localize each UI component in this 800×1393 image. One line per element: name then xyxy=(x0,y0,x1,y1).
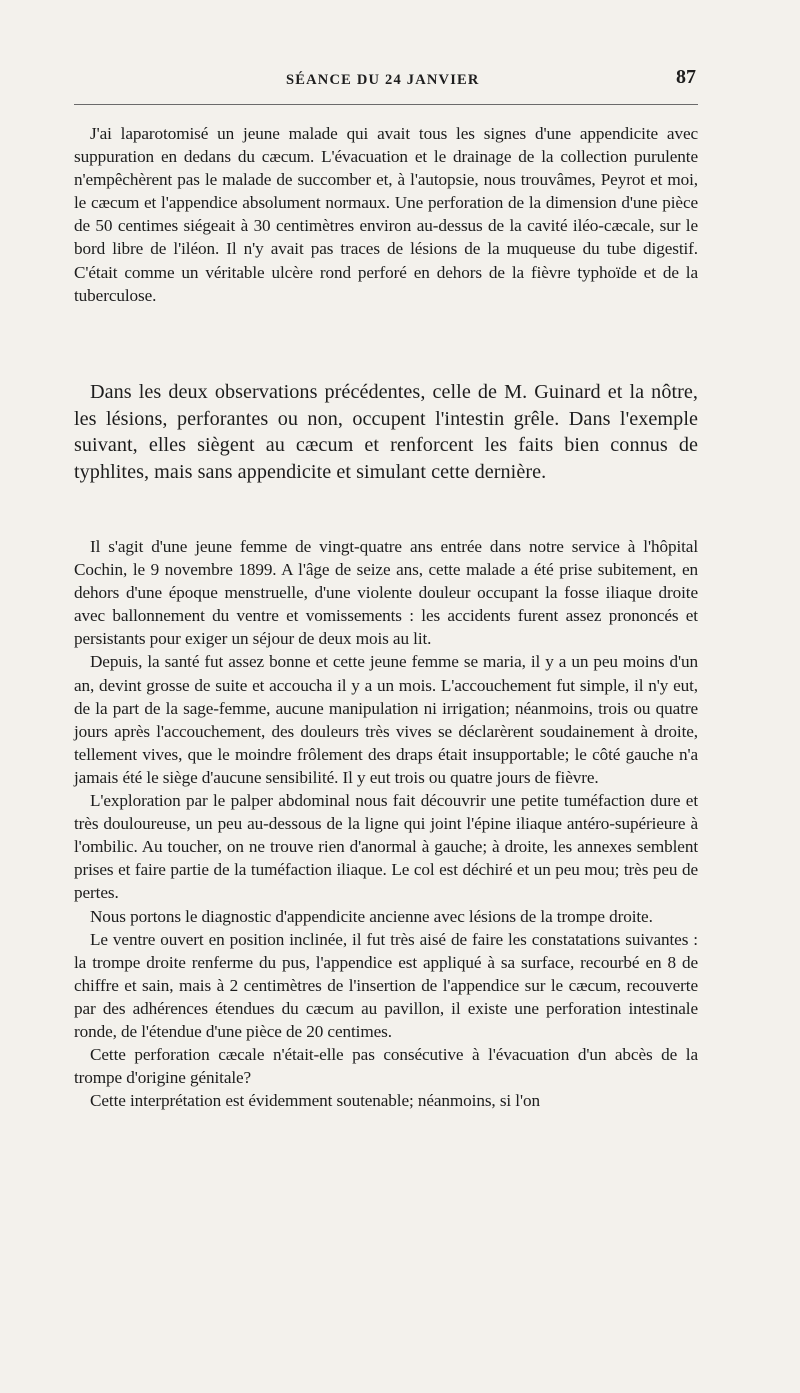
paragraph: Cette perforation cæcale n'était-elle pas consécutive à l'évacuation d'un abcès de la trompe d'origine génitale? xyxy=(74,1045,698,1088)
paragraph-block-2 xyxy=(74,379,698,485)
paragraph: Cette interprétation est évidemment soutenable; néanmoins, si l'on xyxy=(90,1091,540,1111)
page-header xyxy=(74,66,698,92)
page-number: 87 xyxy=(676,66,696,88)
paragraph: Il s'agit d'une jeune femme de vingt-quatre ans entrée dans notre service à l'hôpital Cochin, le 9 novembre 1899. A l'âge de seize ans, cette malade a été prise subitement, en dehors d'une époque menstruelle, d'une violente douleur occupant la fosse iliaque droite avec ballonnement du ventre et vomissements : les accidents furent assez prononcés et persistants pour exiger un séjour de deux mois au lit. xyxy=(74,537,698,649)
paragraph: Nous portons le diagnostic d'appendicite ancienne avec lésions de la trompe droite. xyxy=(90,906,653,926)
paragraph: Depuis, la santé fut assez bonne et cette jeune femme se maria, il y a un peu moins d'un an, devint grosse de suite et accoucha il y a un mois. L'accouchement fut simple, il n'y eut, de la part de la sage-femme, aucune manipulation ni irrigation; néanmoins, trois ou quatre jours après l'accouchement, des douleurs très vives se déclarèrent soudainement à droite, tellement vives, que le moindre frôlement des draps était insupportable; le côté gauche n'a jamais été le siège d'aucune sensibilité. Il y eut trois ou quatre jours de fièvre. xyxy=(74,652,698,787)
paragraph-block-1 xyxy=(74,122,698,307)
paragraph: Dans les deux observations précédentes, celle de M. Guinard et la nôtre, les lésions, perforantes ou non, occupent l'intestin grêle. Dans l'exemple suivant, elles siègent au cæcum et renforcent les faits bien connus de typhlites, mais sans appendicite et simulant cette dernière. xyxy=(74,381,698,483)
header-rule xyxy=(74,104,698,105)
paragraph: J'ai laparotomisé un jeune malade qui avait tous les signes d'une appendicite avec suppuration en dedans du cæcum. L'évacuation et le drainage de la collection purulente n'empêchèrent pas le malade de succomber et, à l'autopsie, nous trouvâmes, Peyrot et moi, le cæcum et l'appendice absolument normaux. Une perforation de la dimension d'une pièce de 50 centimes siégeait à 30 centimètres environ au-dessus de la cavité iléo-cæcale, sur le bord libre de l'iléon. Il n'y avait pas traces de lésions de la muqueuse du tube digestif. C'était comme un véritable ulcère rond perforé en dehors de la fièvre typhoïde et de la tuberculose. xyxy=(74,124,698,305)
paragraph-block-3 xyxy=(74,535,698,1112)
running-title: SÉANCE DU 24 JANVIER xyxy=(286,72,480,88)
paragraph: L'exploration par le palper abdominal nous fait découvrir une petite tuméfaction dure et très douloureuse, un peu au-dessous de la ligne qui joint l'épine iliaque antéro-supérieure à l'ombilic. Au toucher, on ne trouve rien d'anormal à gauche; à droite, les annexes semblent prises et faire partie de la tuméfaction iliaque. Le col est déchiré et un peu mou; très peu de pertes. xyxy=(74,791,698,903)
paragraph: Le ventre ouvert en position inclinée, il fut très aisé de faire les constatations suivantes : la trompe droite renferme du pus, l'appendice est appliqué à sa surface, recourbé en 8 de chiffre et sain, mais à 2 centimètres de l'insertion de l'appendice sur le cæcum, recouverte par des adhérences étendues du cæcum au pavillon, il existe une perforation intestinale ronde, de l'étendue d'une pièce de 20 centimes. xyxy=(74,929,698,1041)
